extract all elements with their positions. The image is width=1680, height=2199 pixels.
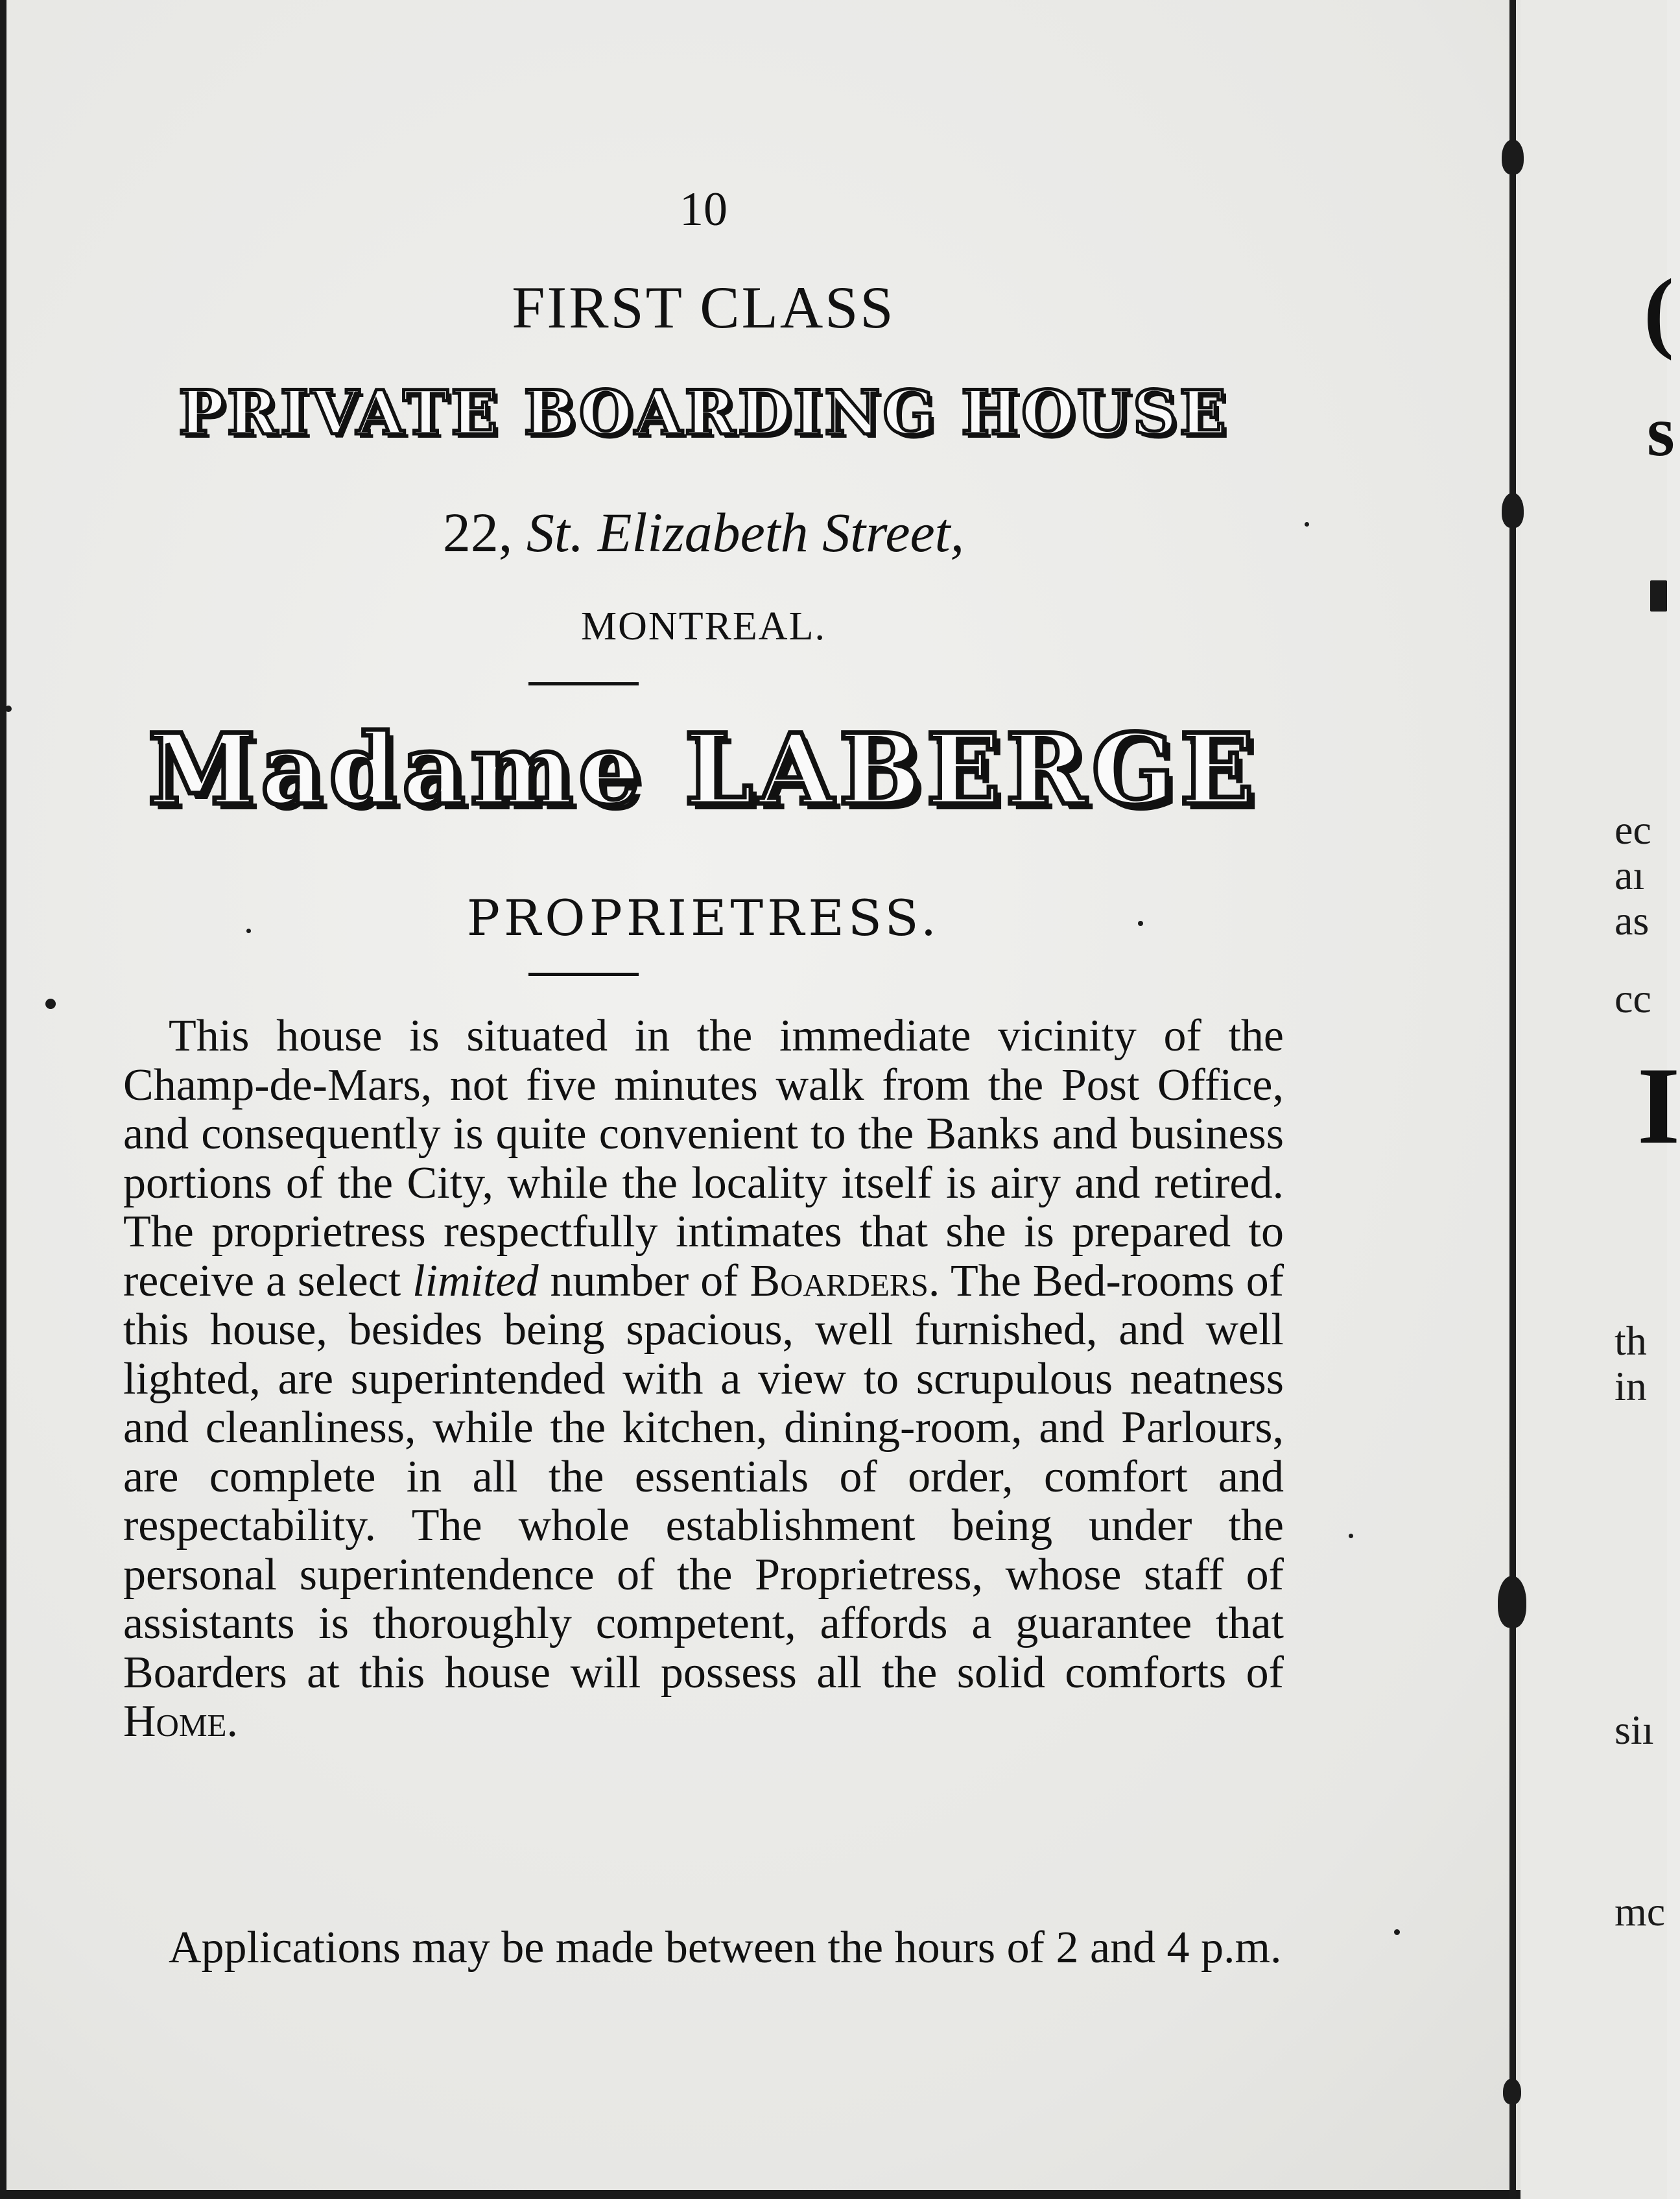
city-name: MONTREAL. bbox=[581, 604, 826, 648]
adjacent-fragment-text: ec bbox=[1615, 807, 1651, 853]
applications-paragraph: Applications may be made between the hours of 2 and 4 p.m. bbox=[169, 1923, 1282, 1973]
spine-binding-knot bbox=[1503, 2078, 1521, 2104]
bottom-scan-border bbox=[0, 2190, 1667, 2199]
address-number: 22, bbox=[442, 501, 513, 564]
description-text: This house is situated in the immediate vicinity of the Champ-de-Mars, not five minutes walk from the Post Office, and consequently is quite convenient to the Banks and business portions of the City, while the locality itself is airy and retired. The proprietress respectfully intimates that she is prepared to receive a select bbox=[123, 1011, 1284, 1306]
divider-rule bbox=[528, 682, 639, 685]
adjacent-fragment-glyph: ( bbox=[1644, 261, 1674, 361]
first-class-heading: FIRST CLASS bbox=[512, 274, 895, 340]
adjacent-fragment-mark bbox=[1650, 580, 1667, 612]
divider-rule bbox=[528, 973, 639, 976]
dust-speck bbox=[5, 706, 12, 712]
description-small-caps: Boarders bbox=[750, 1255, 929, 1306]
address-street: St. Elizabeth Street, bbox=[526, 501, 965, 564]
proprietor-role: PROPRIETRESS. bbox=[466, 889, 941, 947]
adjacent-fragment-text: siı bbox=[1615, 1707, 1654, 1753]
adjacent-fragment-glyph: I bbox=[1637, 1045, 1680, 1167]
left-scan-border bbox=[0, 0, 6, 2199]
adjacent-fragment-text: in bbox=[1615, 1363, 1647, 1409]
adjacent-fragment-text: mc bbox=[1615, 1888, 1666, 1934]
dust-speck bbox=[1305, 522, 1309, 527]
adjacent-fragment-text: aı bbox=[1615, 852, 1645, 898]
adjacent-fragment-text: as bbox=[1615, 897, 1650, 944]
page-number: 10 bbox=[680, 183, 728, 236]
dust-speck bbox=[45, 999, 56, 1009]
adjacent-fragment-text: th bbox=[1615, 1318, 1647, 1364]
book-spine bbox=[1509, 0, 1516, 2199]
spine-binding-knot bbox=[1502, 493, 1524, 528]
adjacent-fragment-text: cc bbox=[1615, 975, 1651, 1021]
description-emphasis: limited bbox=[412, 1255, 539, 1306]
adjacent-fragment-glyph: s bbox=[1647, 392, 1675, 471]
spine-binding-knot bbox=[1502, 139, 1524, 174]
dust-speck bbox=[1394, 1929, 1400, 1935]
description-small-caps: Home bbox=[123, 1696, 227, 1746]
proprietor-name: Madame LABERGE bbox=[148, 713, 1259, 827]
description-text: number of bbox=[538, 1255, 750, 1306]
description-paragraph bbox=[123, 1012, 1284, 1746]
boarding-house-title: PRIVATE BOARDING HOUSE bbox=[178, 377, 1229, 449]
street-address bbox=[123, 501, 1284, 564]
spine-binding-knot bbox=[1498, 1576, 1526, 1628]
description-text: . bbox=[226, 1696, 238, 1746]
dust-speck bbox=[1349, 1534, 1353, 1538]
description-text: . The Bed-rooms of this house, besides being spacious, well furnished, and well lighted, are superintended with a view to scrupulous neatness and cleanliness, while the kitchen, dining-room, and Parlours, are complete in all the essentials of order, comfort and respectability. The whole establishment being under the personal superintendence of the Proprietress, whose staff of assistants is thoroughly competent, affords a guarantee that Boarders at this house will possess all the solid comforts of bbox=[123, 1255, 1284, 1698]
